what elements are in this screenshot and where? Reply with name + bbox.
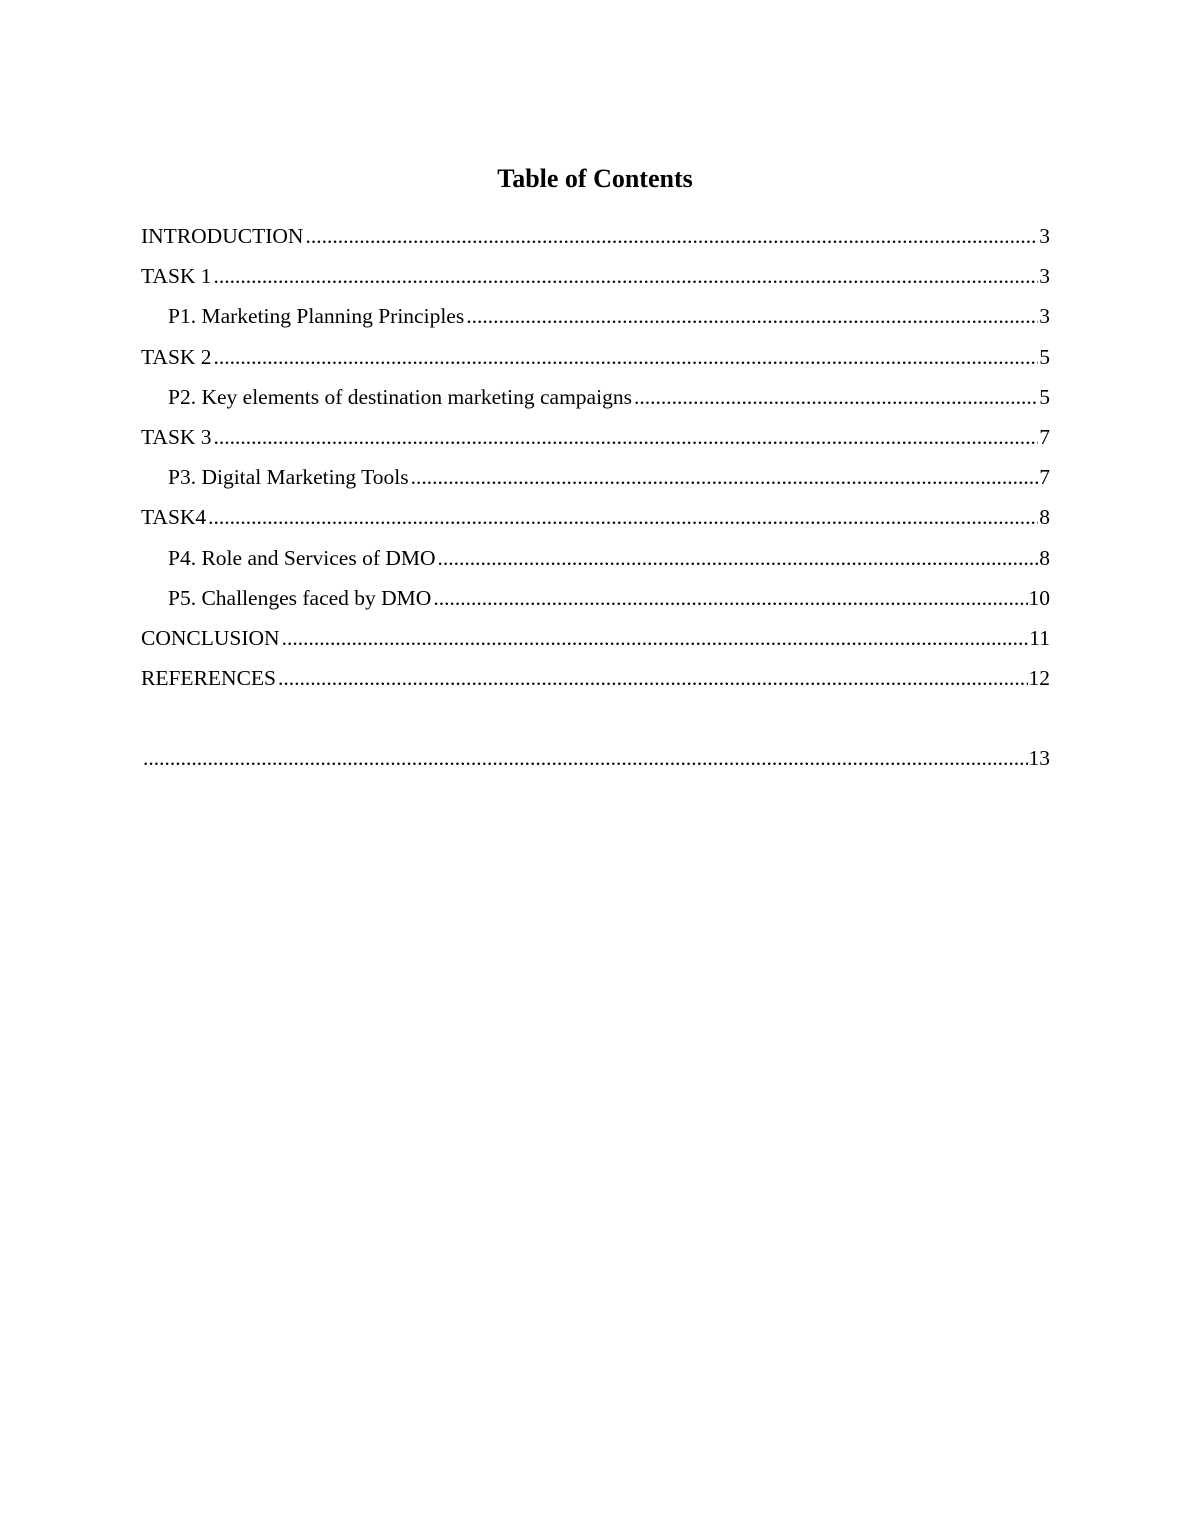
toc-entry-task-1[interactable]	[141, 261, 1050, 301]
toc-entry-label: P3. Digital Marketing Tools	[168, 465, 409, 490]
toc-dot-leader	[409, 462, 1039, 492]
toc-entry-label: TASK4	[141, 505, 207, 530]
toc-entry-task-3[interactable]	[141, 422, 1050, 462]
toc-dot-leader	[276, 663, 1028, 693]
toc-entry-label: TASK 2	[141, 344, 212, 369]
toc-entry-page-number: 3	[1039, 224, 1050, 248]
toc-entry-p1[interactable]	[141, 301, 1050, 341]
toc-entry-label: P4. Role and Services of DMO	[168, 545, 436, 570]
toc-entry-task-4[interactable]	[141, 502, 1050, 542]
toc-entry-label: P1. Marketing Planning Principles	[168, 304, 465, 329]
toc-dot-leader	[436, 543, 1039, 573]
toc-title: Table of Contents	[497, 164, 693, 193]
toc-dot-leader	[206, 502, 1038, 532]
toc-entry-p3[interactable]	[141, 462, 1050, 502]
toc-entry-page-number: 3	[1039, 304, 1050, 329]
toc-entry-introduction[interactable]	[141, 221, 1050, 261]
toc-entry-references[interactable]	[141, 663, 1050, 703]
toc-dot-leader	[303, 221, 1038, 251]
toc-entry-p4[interactable]	[141, 543, 1050, 583]
toc-entry-p2[interactable]	[141, 382, 1050, 422]
toc-entry-label: P2. Key elements of destination marketing campaigns	[168, 384, 632, 409]
toc-dot-leader	[141, 743, 1028, 773]
toc-dot-leader	[431, 583, 1027, 613]
toc-dot-leader	[212, 422, 1039, 452]
toc-entry-page-number: 7	[1039, 465, 1050, 490]
toc-entry-label: TASK 3	[141, 424, 212, 449]
toc-entry-page-number: 5	[1039, 384, 1050, 409]
toc-entry-label: TASK 1	[141, 264, 212, 289]
toc-entry-page-number: 3	[1039, 264, 1050, 289]
toc-entry-label: CONCLUSION	[141, 625, 280, 650]
toc-list	[141, 221, 1050, 783]
toc-entry-label: P5. Challenges faced by DMO	[168, 585, 432, 610]
toc-entry-conclusion[interactable]	[141, 623, 1050, 663]
toc-entry-page-number: 7	[1039, 424, 1050, 449]
toc-entry-page-number: 8	[1039, 545, 1050, 570]
toc-dot-leader	[464, 301, 1038, 331]
toc-entry-untitled[interactable]	[141, 743, 1050, 783]
toc-entry-page-number: 12	[1028, 666, 1050, 691]
toc-entry-page-number: 10	[1028, 585, 1050, 610]
toc-entry-page-number: 5	[1039, 344, 1050, 369]
toc-entry-label: REFERENCES	[141, 666, 276, 691]
toc-entry-task-2[interactable]	[141, 342, 1050, 382]
toc-dot-leader	[632, 382, 1038, 412]
toc-entry-page-number: 8	[1039, 505, 1050, 530]
toc-dot-leader	[280, 623, 1029, 653]
toc-entry-page-number: 13	[1028, 746, 1050, 771]
toc-dot-leader	[212, 342, 1039, 372]
toc-entry-page-number: 11	[1029, 625, 1050, 650]
toc-entry-p5[interactable]	[141, 583, 1050, 623]
toc-entry-label: INTRODUCTION	[141, 224, 304, 248]
toc-dot-leader	[212, 261, 1039, 291]
